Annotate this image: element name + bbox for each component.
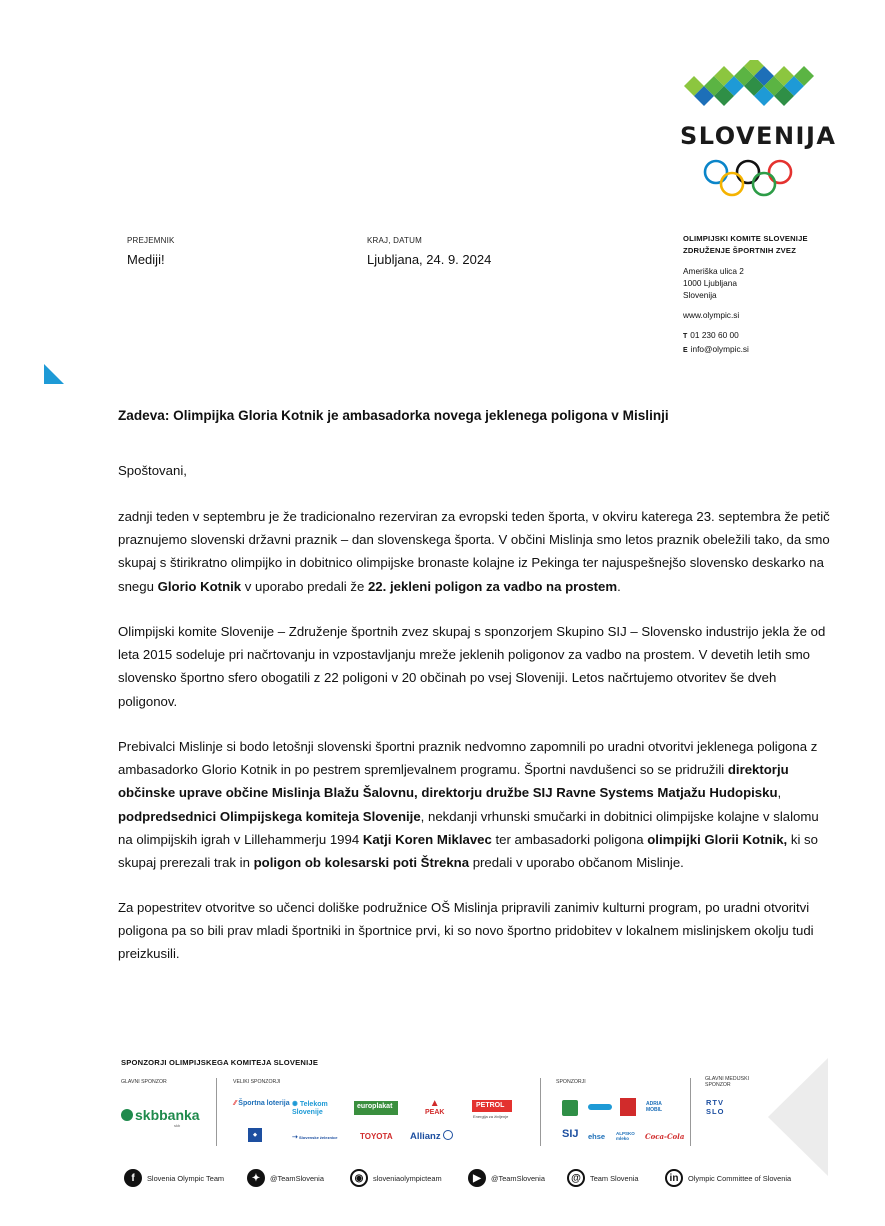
sponsors-label: SPONZORJI [556,1079,586,1085]
threads-icon: @ [567,1169,585,1187]
recipient-label: PREJEMNIK [127,236,175,245]
toyota-logo: TOYOTA [360,1132,393,1141]
org-email[interactable]: info@olympic.si [690,344,749,354]
ehse-logo: ehse [588,1132,606,1141]
org-country: Slovenija [683,290,717,300]
peak-logo: ▲ PEAK [425,1098,445,1116]
greeting: Spoštovani, [118,463,187,478]
media-sponsor-label: GLAVNI MEDIJSKI SPONZOR [705,1076,750,1088]
phone-label: T [683,333,688,340]
logo-country-text: SLOVENIJA [680,122,837,150]
org-phone: 01 230 60 00 [690,330,739,340]
org-web[interactable]: www.olympic.si [683,310,740,320]
email-label: E [683,347,688,354]
divider [216,1078,217,1146]
place-date-label: KRAJ, DATUM [367,236,422,245]
recipient-value: Mediji! [127,252,165,267]
sponsors-title: SPONZORJI OLIMPIJSKEGA KOMITEJA SLOVENIJE [121,1058,319,1067]
sponsor-crest-icon [562,1100,578,1116]
sponsor-wave-icon [588,1104,612,1110]
instagram-icon: ◉ [350,1169,368,1187]
petrol-tagline: Energija za življenje [473,1114,509,1119]
org-name-line1: OLIMPIJSKI KOMITE SLOVENIJE [683,234,808,243]
divider [690,1078,691,1146]
social-facebook[interactable]: f Slovenia Olympic Team [124,1169,224,1187]
petrol-logo: PETROL [472,1100,512,1112]
place-date-value: Ljubljana, 24. 9. 2024 [367,252,492,267]
corner-shape-icon [768,1058,828,1176]
corner-triangle-icon [44,364,64,384]
sponsor-badge-icon: ◆ [248,1128,262,1142]
telekom-logo: ✺ Telekom Slovenije [292,1101,328,1116]
social-youtube[interactable]: ▶ @TeamSlovenia [468,1169,545,1187]
facebook-icon: f [124,1169,142,1187]
skb-tagline: skb [174,1123,181,1128]
olympic-rings-icon [702,158,794,200]
paragraph-3: Prebivalci Mislinje si bodo letošnji slovenski športni praznik nedvomno zapomnili po uradni otvoritvi jeklenega poligona z ambasadorko Glorio Kotnik in po pestrem spremljevalnem programu. Športni navdušenci so se pridružili direktorju občinske uprave občine Mislinja Blažu Šalovnu, direktorju družbe SIJ Ravne Systems Matjažu Hudopisku, podpredsednici Olimpijskega komiteja Slovenije, nekdanji vrhunski smučarki in dobitnici olimpijske kolajne v slalomu na olimpijskih igrah v Lillehammerju 1994 Katji Koren Miklavec ter ambasadorki poligona olimpijki Glorii Kotnik, ki so skupaj prerezali trak in poligon ob kolesarski poti Štrekna predali v uporabo občanom Mislinje. [118,739,819,871]
alpsko-mleko-logo: ALPSKO mleko [616,1131,635,1141]
adria-mobil-logo: ADRIA MOBIL [646,1101,663,1113]
allianz-logo: Allianz [410,1130,453,1142]
paragraph-1: zadnji teden v septembru je že tradicionalno rezerviran za evropski teden športa, v okviru katerega 23. septembra že petič praznujemo slovenski državni praznik – dan slovenskega športa. V občini Mislinja smo letos praznik obeležili tako, da smo skupaj s štirikratno olimpijko in dobitnico olimpijske bronaste kolajne iz Pekinga ter najuspešnejšo slovensko deskarko na snegu Glorio Kotnik v uporabo predali že 22. jekleni poligon za vadbo na prostem. [118,509,830,594]
subject-prefix: Zadeva: [118,408,170,423]
divider [540,1078,541,1146]
sportna-loterija-logo: ⁄⁄ Športna loterija [234,1100,290,1107]
big-sponsors-label: VELIKI SPONZORJI [233,1079,281,1085]
paragraph-4: Za popestritev otvoritve so učenci doliške podružnice OŠ Mislinja pripravili zanimiv kulturni program, po uradni otvoritvi poligona pa so bili prav mladi športniki in športnice prvi, ki so novo športno pridobitev v lokalnem mislinjskem okolju tudi preizkusili. [118,900,814,962]
sij-logo: SIJ [562,1128,579,1140]
subject-text: Olimpijka Gloria Kotnik je ambasadorka novega jeklenega poligona v Mislinji [173,408,669,423]
rtv-slo-logo: RTV SLO [706,1098,725,1116]
social-linkedin[interactable]: in Olympic Committee of Slovenia [665,1169,791,1187]
org-street: Ameriška ulica 2 [683,266,744,276]
paragraph-2: Olimpijski komite Slovenije – Združenje športnih zvez skupaj s sponzorjem Skupino SIJ – Slovensko industrijo jekla že od leta 2015 sodeluje pri načrtovanju in vzpostavljanju mreže jeklenih poligonov za vadbo na prostem. V devetih letih smo slovensko športno sfero obogatili z 22 poligoni v 20 občinah po vsej Sloveniji. Letos načrtujemo otvoritev še dveh poligonov. [118,624,826,709]
org-city: 1000 Ljubljana [683,278,737,288]
letter-subject [118,408,669,423]
mountains-icon [684,60,816,116]
twitter-icon: ✦ [247,1169,265,1187]
social-threads[interactable]: @ Team Slovenia [567,1169,638,1187]
organization-address [683,233,808,357]
social-instagram[interactable]: ◉ sloveniaolympicteam [350,1169,442,1187]
org-name-line2: ZDRUŽENJE ŠPORTNIH ZVEZ [683,246,797,255]
sponsor-red-badge-icon [620,1098,636,1116]
europlakat-logo: europlakat [354,1101,398,1115]
social-twitter[interactable]: ✦ @TeamSlovenia [247,1169,324,1187]
coca-cola-logo: Coca-Cola [645,1132,685,1141]
main-sponsor-label: GLAVNI SPONZOR [121,1079,167,1085]
youtube-icon: ▶ [468,1169,486,1187]
skbbanka-logo: skbbanka [121,1107,200,1123]
slovenske-zeleznice-logo: ➝ Slovenske železnice [292,1134,338,1141]
linkedin-icon: in [665,1169,683,1187]
